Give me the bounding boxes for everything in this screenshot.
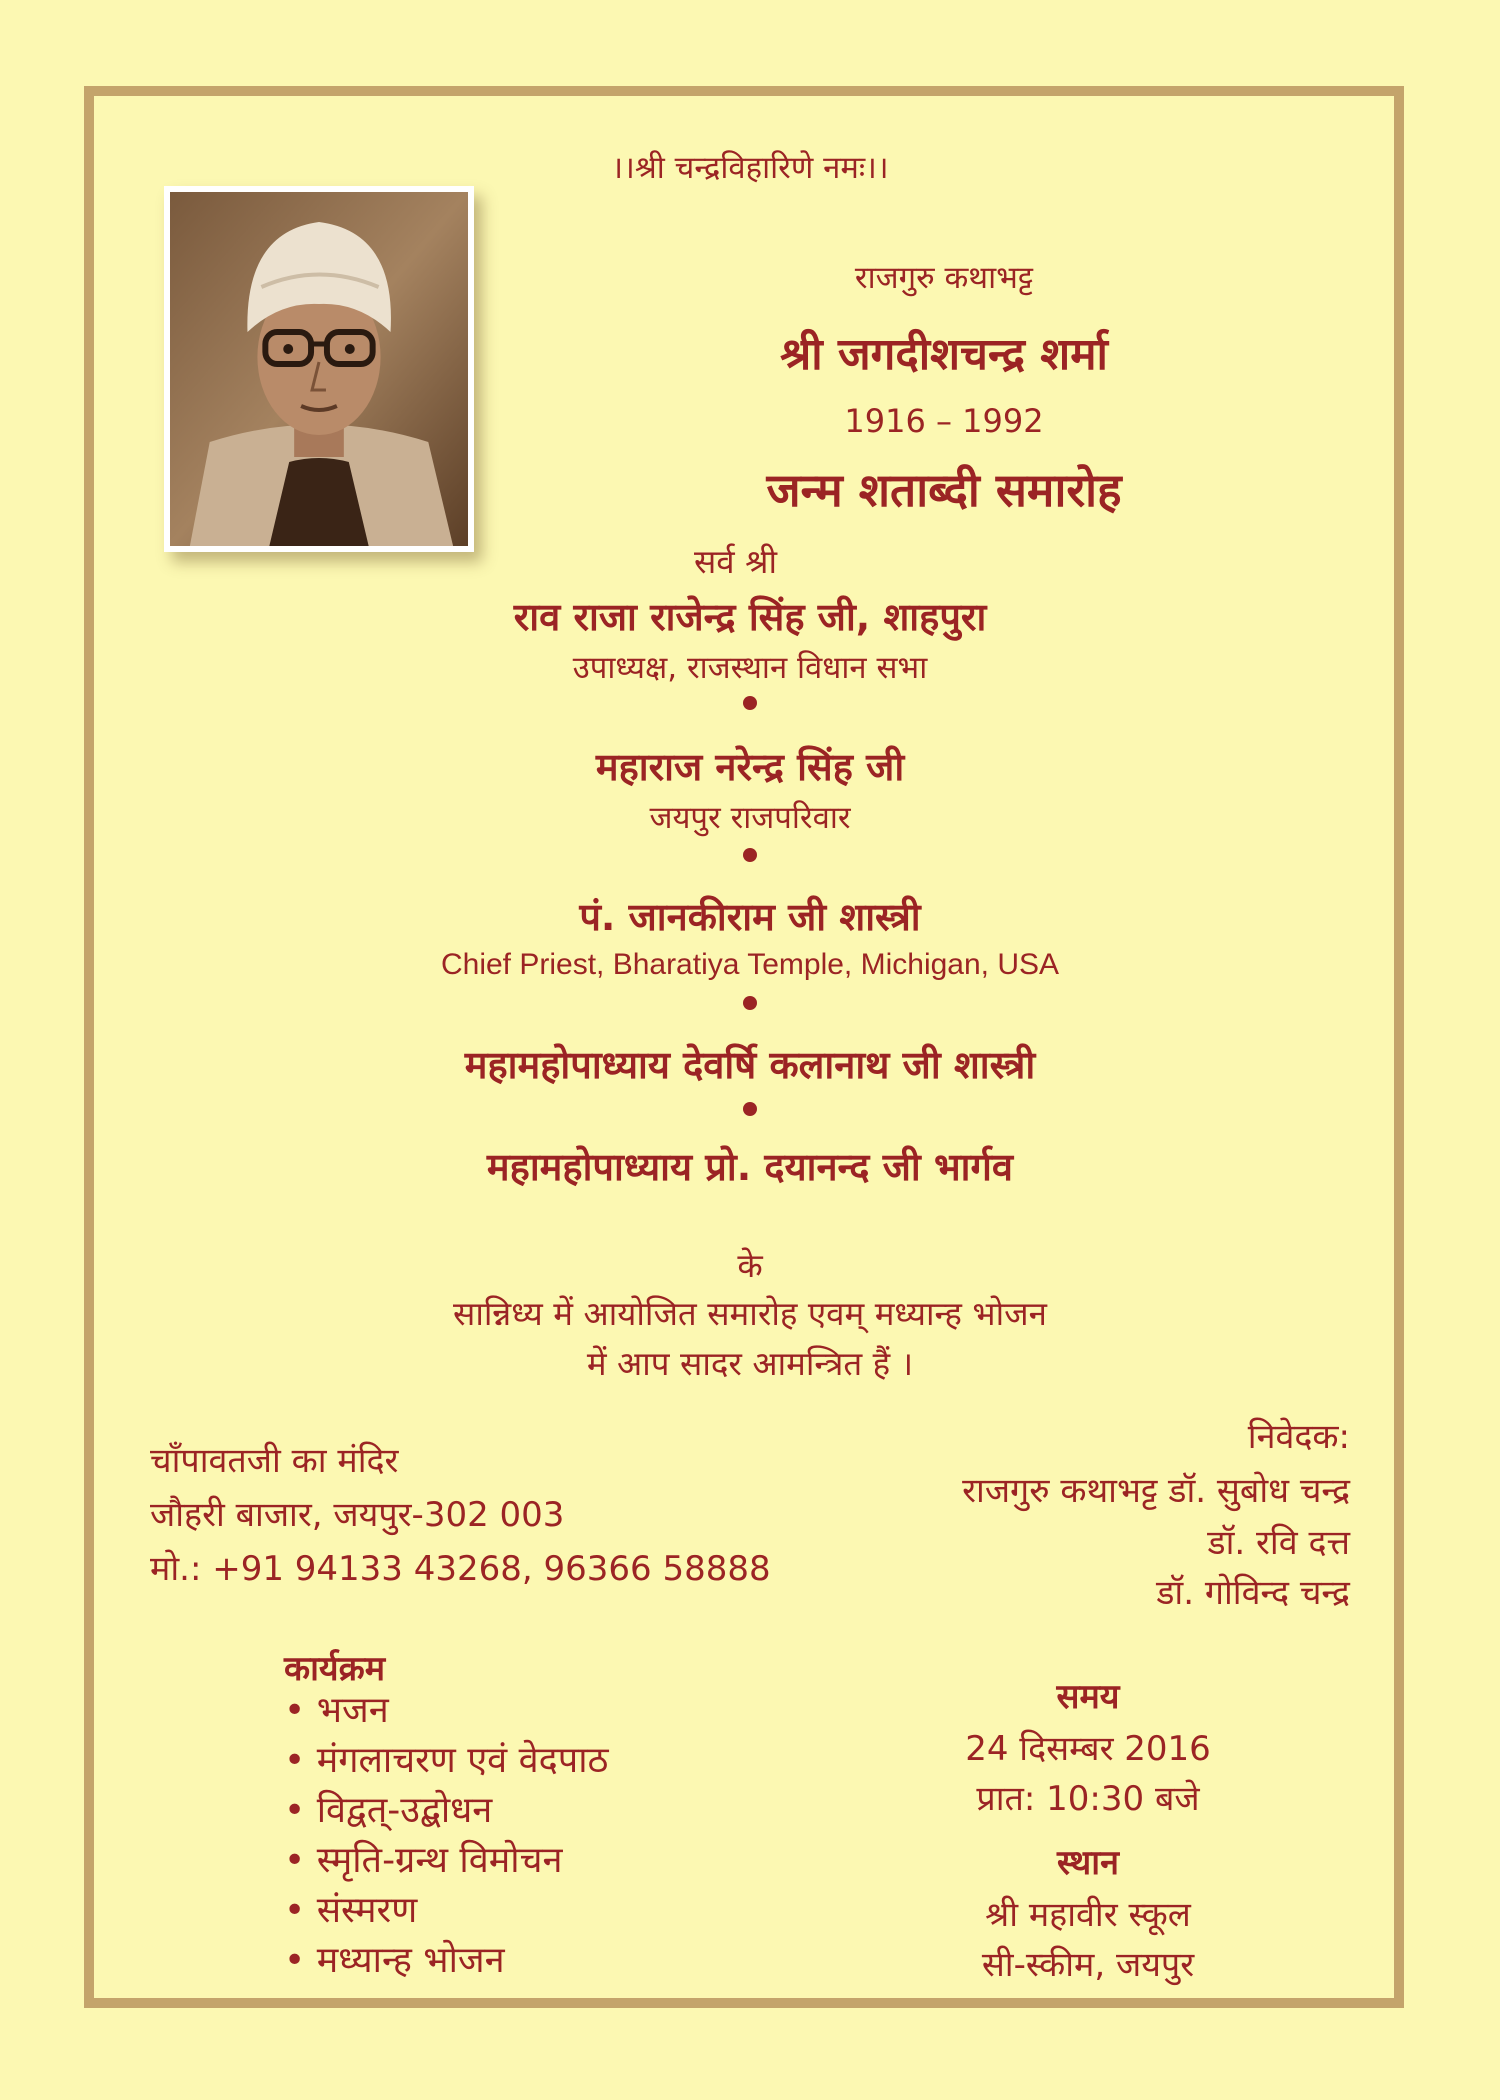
address-line-1: चाँपावतजी का मंदिर [150,1441,399,1481]
program-item: • विद्वत्-उद्बोधन [284,1786,608,1836]
separator-dot [743,696,757,710]
hosts-heading: निवेदक: [1247,1417,1350,1457]
program-item: • मंगलाचरण एवं वेदपाठ [284,1736,608,1786]
guest-1-name: राव राजा राजेन्द्र सिंह जी, शाहपुरा [513,595,987,639]
program-item: • संस्मरण [284,1886,608,1936]
separator-dot [743,1102,757,1116]
event-time: प्रात: 10:30 बजे [976,1779,1200,1819]
guest-2-name: महाराज नरेन्द्र सिंह जी [595,745,905,789]
venue-heading: स्थान [1057,1843,1119,1883]
venue-line-1: श्री महावीर स्कूल [985,1895,1191,1935]
program-item: • मध्यान्ह भोजन [284,1936,608,1986]
program-list [284,1686,608,1986]
host-1: राजगुरु कथाभट्ट डॉ. सुबोध चन्द्र [962,1471,1350,1511]
time-heading: समय [1056,1677,1120,1717]
host-3: डॉ. गोविन्द चन्द्र [1156,1573,1350,1613]
invitation-line-2: सान्निध्य में आयोजित समारोह एवम् मध्यान्ह भोजन [453,1294,1047,1333]
address-line-2: जौहरी बाजार, जयपुर-302 003 [150,1495,565,1535]
program-heading: कार्यक्रम [284,1649,386,1689]
honoree-years: 1916 – 1992 [844,402,1044,440]
guest-3-role: Chief Priest, Bharatiya Temple, Michigan, USA [440,948,1060,981]
portrait-photo [164,186,474,552]
venue-line-2: सी-स्कीम, जयपुर [981,1945,1195,1985]
invitation-line-1: के [737,1246,763,1285]
event-date: 24 दिसम्बर 2016 [965,1729,1211,1769]
guest-4-name: महामहोपाध्याय देवर्षि कलानाथ जी शास्त्री [464,1043,1036,1087]
honoree-name: श्री जगदीशचन्द्र शर्मा [780,329,1108,380]
phone-numbers: मो.: +91 94133 43268, 96366 58888 [150,1549,771,1589]
separator-dot [743,996,757,1010]
invocation: ।।श्री चन्द्रविहारिणे नमः।। [611,150,889,186]
guest-3-name: पं. जानकीराम जी शास्त्री [579,895,921,939]
guest-5-name: महामहोपाध्याय प्रो. दयानन्द जी भार्गव [486,1145,1014,1189]
invitation-line-3: में आप सादर आमन्त्रित हैं । [586,1344,914,1383]
guest-1-role: उपाध्यक्ष, राजस्थान विधान सभा [572,650,928,686]
event-title: जन्म शताब्दी समारोह [766,463,1122,517]
guests-intro: सर्व श्री [694,542,778,581]
program-item: • स्मृति-ग्रन्थ विमोचन [284,1836,608,1886]
program-item: • भजन [284,1686,608,1736]
honoree-prefix: राजगुरु कथाभट्ट [854,260,1034,296]
host-2: डॉ. रवि दत्त [1207,1523,1350,1563]
guest-2-role: जयपुर राजपरिवार [649,800,851,836]
separator-dot [743,848,757,862]
